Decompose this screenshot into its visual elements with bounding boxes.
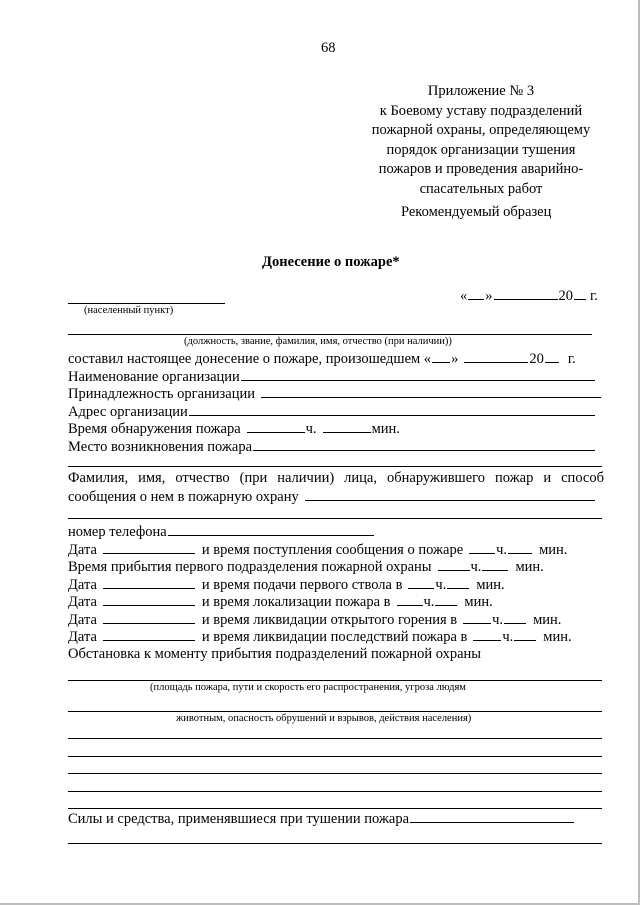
org-name-row: [68, 368, 596, 386]
date-row-first-hose: [68, 576, 505, 594]
date-open-quote: «: [460, 288, 468, 304]
compiled-month-blank: [464, 350, 528, 363]
hours-blank: [408, 576, 434, 589]
detect-time-row: [68, 420, 400, 438]
arrival-label: Время прибытия первого подразделения пожарной охраны: [68, 559, 432, 575]
situation-label: Обстановка к моменту прибытия подразделений пожарной охраны: [68, 646, 482, 662]
date-row-text: и время подачи первого ствола в: [201, 577, 403, 593]
date-close-quote: »: [485, 288, 493, 304]
sample-label: Рекомендуемый образец: [401, 204, 552, 220]
detect-hours-blank: [247, 420, 305, 433]
hours-blank: [397, 593, 423, 606]
month-blank: [494, 287, 558, 300]
minutes-unit: мин.: [543, 629, 572, 645]
situation-line5: [68, 773, 602, 774]
header-date: [460, 287, 598, 305]
discoverer-blank: [305, 488, 595, 501]
appendix-block: [356, 82, 606, 200]
minutes-unit: мин.: [464, 594, 493, 610]
discoverer-label: сообщения о нем в пожарную охрану: [68, 489, 299, 505]
appendix-line: порядок организации тушения: [386, 141, 576, 158]
compiled-year-blank: [545, 350, 559, 363]
hours-blank: [473, 628, 501, 641]
phone-row: [68, 523, 375, 541]
hours-blank: [463, 611, 491, 624]
settlement-line: [68, 303, 225, 304]
org-address-row: [68, 403, 596, 421]
situation-line2: [68, 711, 602, 712]
detect-minutes-unit: мин.: [371, 421, 400, 437]
discoverer-extra-line: [68, 518, 602, 519]
hours-unit: ч.: [435, 577, 447, 593]
compiled-day-blank: [432, 350, 450, 363]
forces-label: Силы и средства, применявшиеся при тушении пожара: [68, 811, 410, 827]
document-title: Донесение о пожаре*: [262, 254, 400, 270]
situation-line4: [68, 756, 602, 757]
date-row-text: и время поступления сообщения о пожаре: [201, 542, 464, 558]
discoverer-row2: [68, 488, 596, 506]
settlement-caption: (населенный пункт): [84, 305, 174, 316]
date-blank: [103, 576, 195, 589]
appendix-line: Приложение № 3: [427, 83, 535, 99]
forces-row: [68, 810, 575, 828]
minutes-unit: мин.: [515, 559, 544, 575]
org-name-label: Наименование организации: [68, 369, 240, 385]
hours-unit: ч.: [423, 594, 435, 610]
forces-blank: [410, 810, 574, 823]
hours-blank: [438, 558, 470, 571]
date-row-localization: [68, 593, 493, 611]
date-label: Дата: [68, 577, 97, 593]
org-affiliation-blank: [261, 385, 601, 398]
discoverer-text-line1: Фамилия, имя, отчество (при наличии) лица, обнаружившего пожар и способ: [68, 470, 604, 486]
hours-unit: ч.: [492, 612, 504, 628]
compiled-suffix: г.: [567, 351, 576, 367]
hours-unit: ч.: [496, 542, 508, 558]
situation-line6: [68, 791, 602, 792]
date-label: Дата: [68, 542, 97, 558]
date-blank: [103, 611, 195, 624]
hours-blank: [469, 541, 495, 554]
compiled-year: 20: [529, 351, 544, 367]
fire-origin-label: Место возникновения пожара: [68, 439, 253, 455]
year-blank: [574, 287, 586, 300]
date-row-open-burning: [68, 611, 561, 629]
compiled-label: составил настоящее донесение о пожаре, произошедшем «: [68, 351, 432, 367]
phone-label: номер телефона: [68, 524, 167, 540]
situation-line1: [68, 680, 602, 681]
detect-minutes-blank: [323, 420, 371, 433]
hours-unit: ч.: [502, 629, 514, 645]
minutes-blank: [504, 611, 526, 624]
org-name-blank: [241, 368, 595, 381]
date-blank: [103, 593, 195, 606]
date-suffix: г.: [590, 288, 598, 304]
org-affiliation-label: Принадлежность организации: [68, 386, 255, 402]
fire-origin-extra-line: [68, 466, 602, 467]
date-year: 20: [558, 288, 573, 304]
author-caption: (должность, звание, фамилия, имя, отчество (при наличии)): [184, 336, 452, 347]
org-affiliation-row: [68, 385, 602, 403]
date-row-text: и время локализации пожара в: [201, 594, 391, 610]
date-blank: [103, 628, 195, 641]
fire-origin-row: [68, 438, 596, 456]
minutes-unit: мин.: [533, 612, 562, 628]
detect-time-label: Время обнаружения пожара: [68, 421, 241, 437]
compiled-row: [68, 350, 576, 368]
date-row-report: [68, 541, 567, 559]
appendix-line: спасательных работ: [419, 180, 543, 197]
appendix-line: к Боевому уставу подразделений: [379, 102, 583, 119]
minutes-blank: [514, 628, 536, 641]
compiled-close-quote: »: [451, 351, 459, 367]
date-label: Дата: [68, 612, 97, 628]
forces-extra-line: [68, 843, 602, 844]
date-row-text: и время ликвидации последствий пожара в: [201, 629, 468, 645]
minutes-unit: мин.: [539, 542, 568, 558]
day-blank: [468, 287, 484, 300]
date-row-text: и время ликвидации открытого горения в: [201, 612, 458, 628]
appendix-line: пожарной охраны, определяющему: [371, 122, 591, 139]
situation-line3: [68, 738, 602, 739]
minutes-blank: [508, 541, 532, 554]
date-label: Дата: [68, 594, 97, 610]
date-row-consequences: [68, 628, 572, 646]
situation-caption2: животным, опасность обрушений и взрывов, действия населения): [176, 713, 472, 724]
appendix-line: пожаров и проведения аварийно-: [378, 161, 584, 178]
org-address-blank: [189, 403, 595, 416]
hours-unit: ч.: [470, 559, 482, 575]
date-label: Дата: [68, 629, 97, 645]
minutes-blank: [435, 593, 457, 606]
minutes-unit: мин.: [476, 577, 505, 593]
phone-blank: [168, 523, 374, 536]
detect-hours-unit: ч.: [305, 421, 317, 437]
situation-caption1: (площадь пожара, пути и скорость его распространения, угроза людям: [150, 682, 466, 693]
author-line: [68, 334, 592, 335]
minutes-blank: [482, 558, 508, 571]
situation-line7: [68, 808, 602, 809]
fire-origin-blank: [253, 438, 595, 451]
page-number: 68: [321, 40, 336, 56]
date-blank: [103, 541, 195, 554]
org-address-label: Адрес организации: [68, 404, 188, 420]
date-row-arrival: [68, 558, 544, 576]
minutes-blank: [447, 576, 469, 589]
